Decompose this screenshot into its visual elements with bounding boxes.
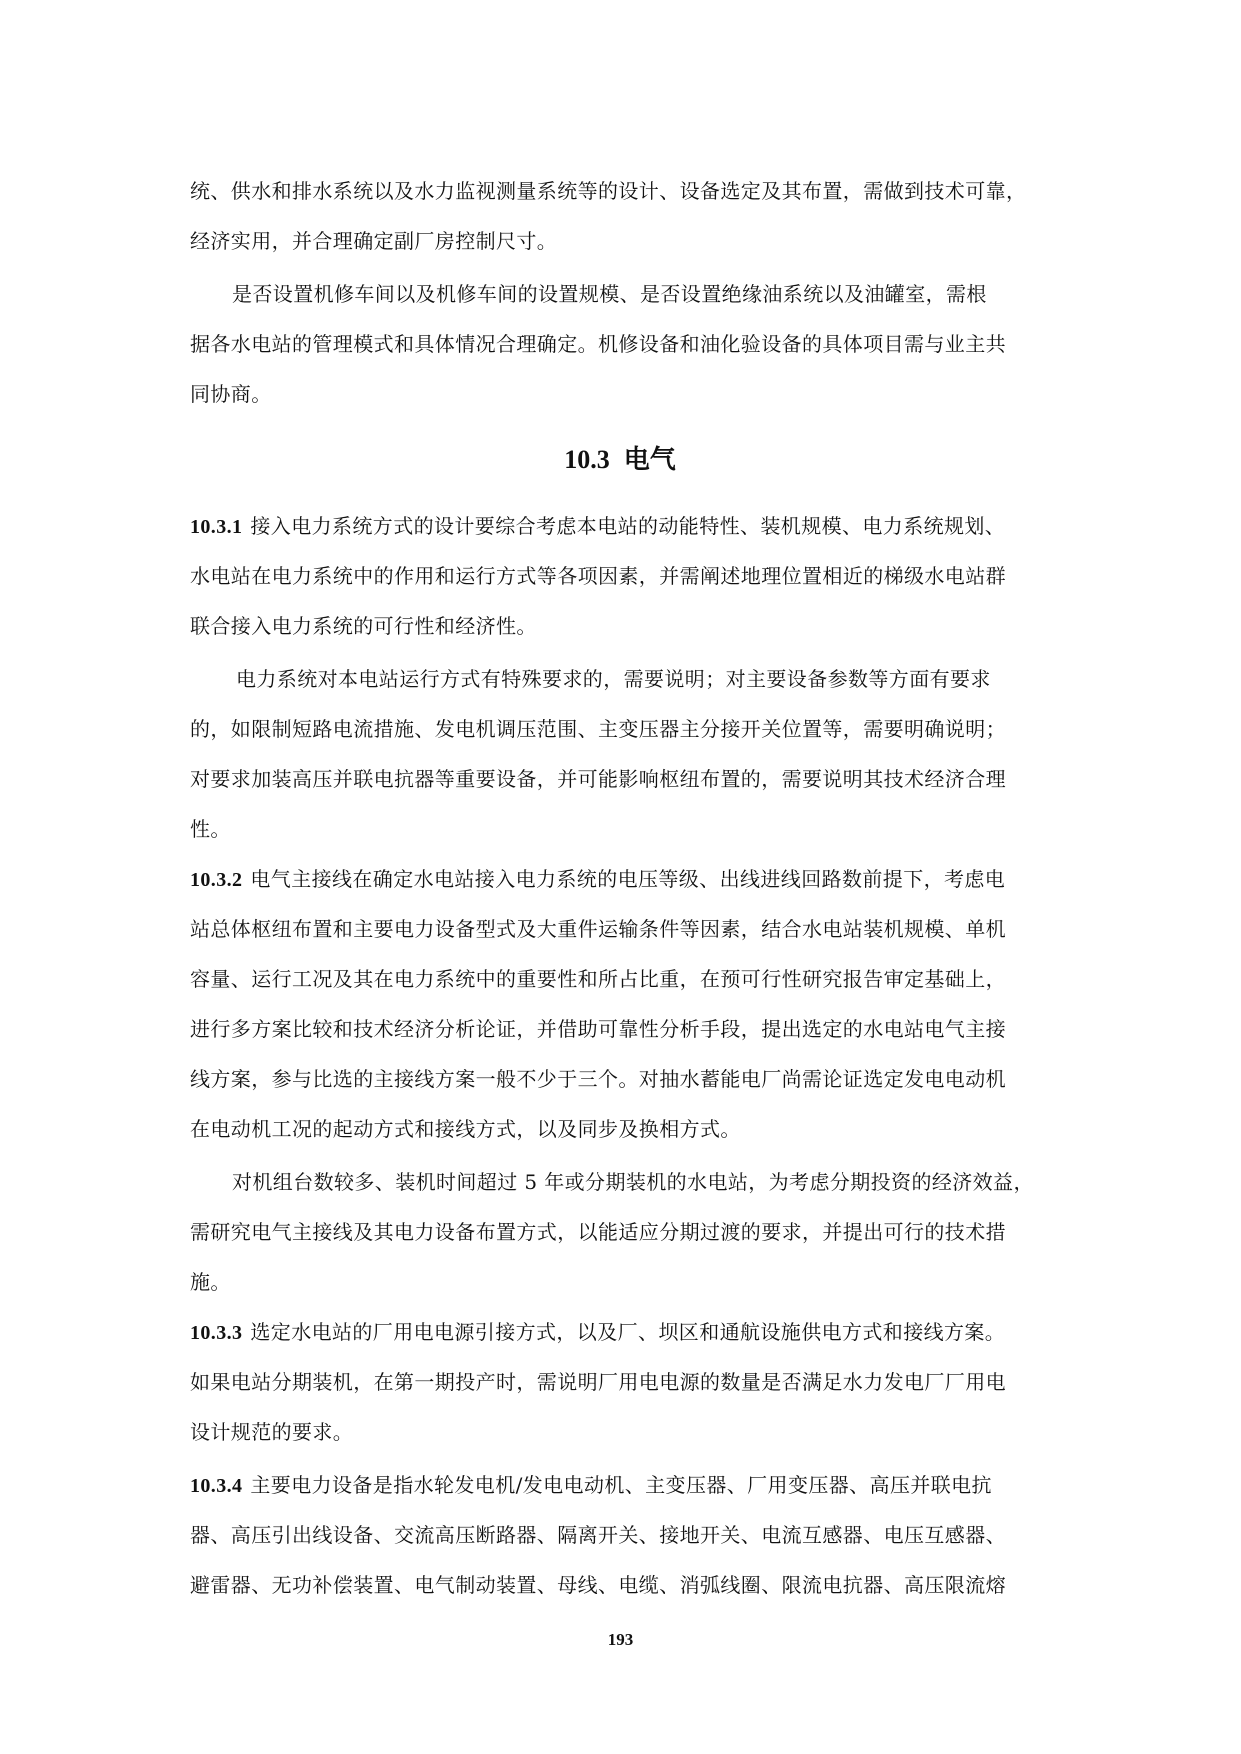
document-page — [190, 166, 1050, 1610]
body-line: 性。 — [190, 817, 231, 841]
body-line: 电力系统对本电站运行方式有特殊要求的，需要说明；对主要设备参数等方面有要求 — [236, 667, 991, 691]
section-number: 10.3 — [564, 445, 610, 474]
body-line: 站总体枢纽布置和主要电力设备型式及大重件运输条件等因素，结合水电站装机规模、单机 — [190, 917, 1006, 941]
clause-text: 主要电力设备是指水轮发电机/发电电动机、主变压器、厂用变压器、高压并联电抗 — [250, 1473, 992, 1497]
body-line: 统、供水和排水系统以及水力监视测量系统等的设计、设备选定及其布置，需做到技术可靠， — [190, 179, 1027, 203]
clause-number: 10.3.4 — [190, 1475, 243, 1497]
section-title: 电气 — [623, 445, 676, 475]
clause-number: 10.3.2 — [190, 869, 243, 891]
clause-first-line — [190, 1307, 1050, 1357]
body-line: 是否设置机修车间以及机修车间的设置规模、是否设置绝缘油系统以及油罐室，需根 — [232, 282, 987, 306]
body-line: 的，如限制短路电流措施、发电机调压范围、主变压器主分接开关位置等，需要明确说明； — [190, 717, 1006, 741]
clause-text: 电气主接线在确定水电站接入电力系统的电压等级、出线进线回路数前提下，考虑电 — [250, 867, 1006, 891]
clause-number: 10.3.3 — [190, 1322, 243, 1344]
clause-first-line — [190, 854, 1050, 904]
body-line: 对机组台数较多、装机时间超过 5 年或分期装机的水电站，为考虑分期投资的经济效益， — [232, 1170, 1034, 1194]
body-line: 同协商。 — [190, 382, 272, 406]
body-line: 避雷器、无功补偿装置、电气制动装置、母线、电缆、消弧线圈、限流电抗器、高压限流熔 — [190, 1573, 1006, 1597]
body-line: 设计规范的要求。 — [190, 1420, 354, 1444]
body-line: 需研究电气主接线及其电力设备布置方式，以能适应分期过渡的要求，并提出可行的技术措 — [190, 1220, 1006, 1244]
body-line: 联合接入电力系统的可行性和经济性。 — [190, 614, 537, 638]
body-line: 器、高压引出线设备、交流高压断路器、隔离开关、接地开关、电流互感器、电压互感器、 — [190, 1523, 1006, 1547]
body-line: 对要求加装高压并联电抗器等重要设备，并可能影响枢纽布置的，需要说明其技术经济合理 — [190, 767, 1006, 791]
body-line: 施。 — [190, 1270, 231, 1294]
clause-number: 10.3.1 — [190, 516, 243, 538]
body-line: 线方案，参与比选的主接线方案一般不少于三个。对抽水蓄能电厂尚需论证选定发电电动机 — [190, 1067, 1006, 1091]
clause-first-line — [190, 501, 1050, 551]
page-number: 193 — [607, 1630, 634, 1649]
section-heading — [190, 421, 1050, 499]
clause-text: 选定水电站的厂用电电源引接方式，以及厂、坝区和通航设施供电方式和接线方案。 — [250, 1320, 1006, 1344]
body-line: 容量、运行工况及其在电力系统中的重要性和所占比重，在预可行性研究报告审定基础上， — [190, 967, 1006, 991]
clause-text: 接入电力系统方式的设计要综合考虑本电站的动能特性、装机规模、电力系统规划、 — [250, 514, 1006, 538]
body-line: 经济实用，并合理确定副厂房控制尺寸。 — [190, 229, 558, 253]
body-line: 在电动机工况的起动方式和接线方式，以及同步及换相方式。 — [190, 1117, 741, 1141]
clause-first-line — [190, 1460, 1050, 1510]
body-line: 据各水电站的管理模式和具体情况合理确定。机修设备和油化验设备的具体项目需与业主共 — [190, 332, 1006, 356]
body-line: 进行多方案比较和技术经济分析论证，并借助可靠性分析手段，提出选定的水电站电气主接 — [190, 1017, 1006, 1041]
body-line: 水电站在电力系统中的作用和运行方式等各项因素，并需阐述地理位置相近的梯级水电站群 — [190, 564, 1006, 588]
body-line: 如果电站分期装机，在第一期投产时，需说明厂用电电源的数量是否满足水力发电厂厂用电 — [190, 1370, 1006, 1394]
